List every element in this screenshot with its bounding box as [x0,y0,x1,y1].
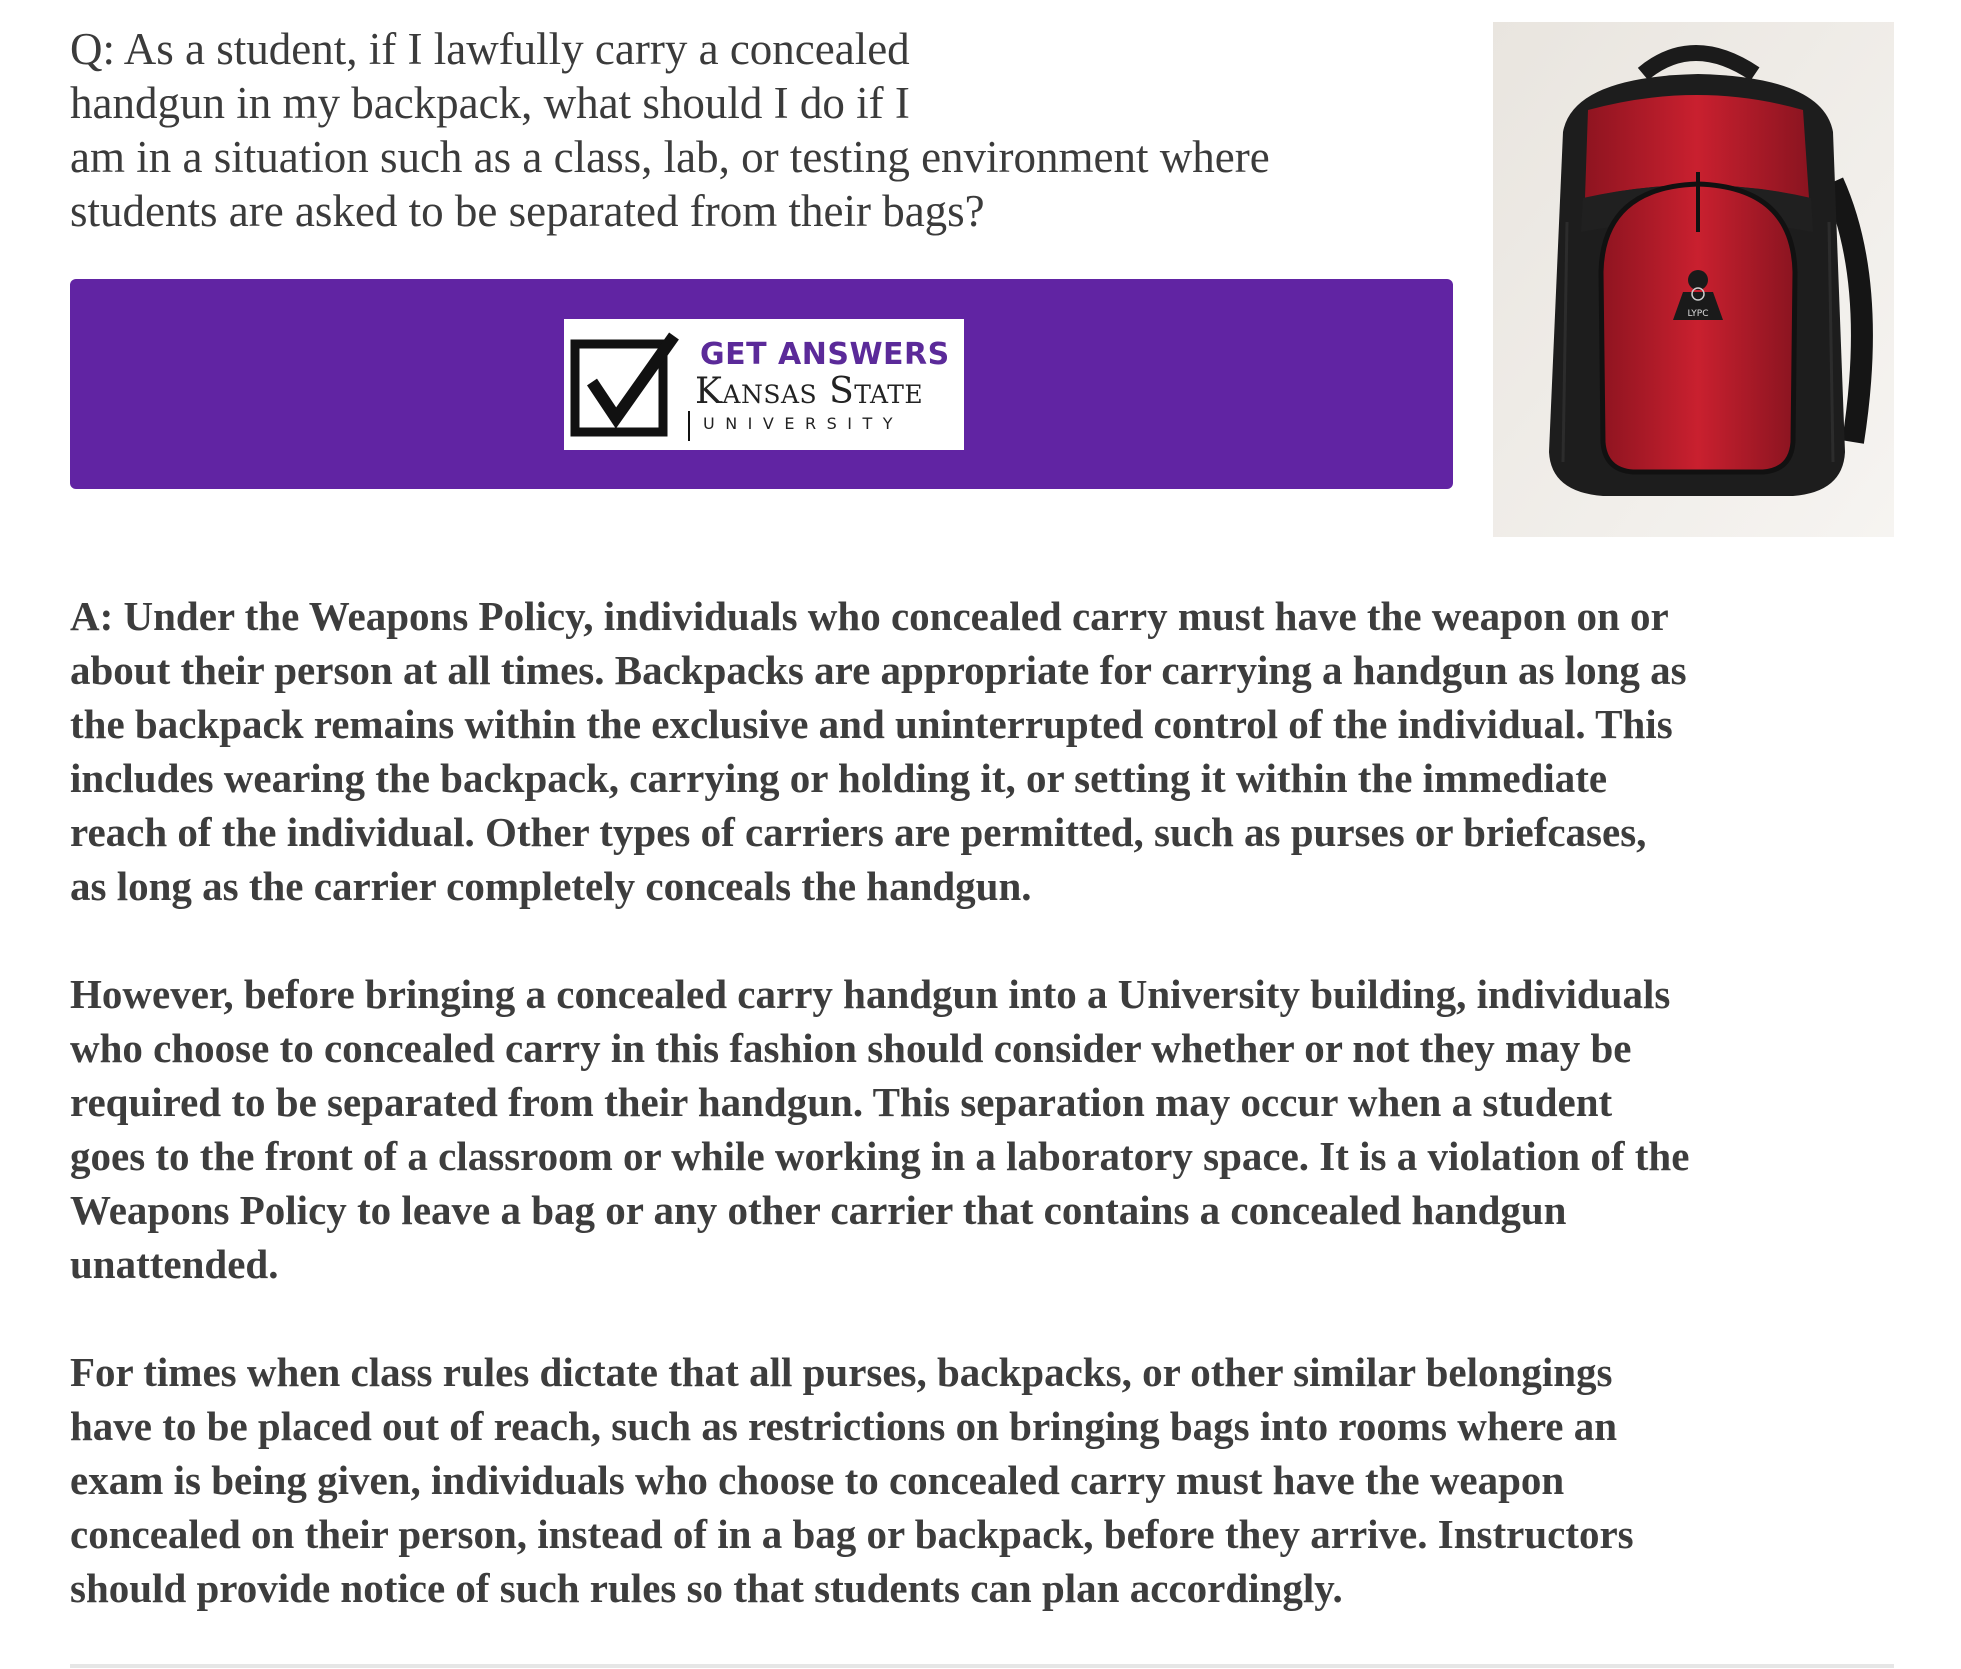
answer-line: who choose to concealed carry in this fashion should consider whether or not they may be [70,1025,1632,1071]
answer-line: However, before bringing a concealed carry handgun into a University building, individuals [70,971,1671,1017]
checkbox-check-icon [570,330,680,440]
question-line: students are asked to be separated from their bags? [70,186,985,236]
question-text [70,22,1430,238]
question-line: Q: As a student, if I lawfully carry a concealed [70,24,910,74]
logo-university-text: UNIVERSITY [703,414,903,433]
answer-paragraph [70,589,1900,913]
answer-line: exam is being given, individuals who choose to concealed carry must have the weapon [70,1457,1565,1503]
logo-kansas-state-text: Kansas State [695,371,924,412]
answer-paragraph [70,1345,1900,1615]
answer-line: unattended. [70,1241,279,1287]
question-line: am in a situation such as a class, lab, or testing environment where [70,132,1270,182]
answer-line: as long as the carrier completely conceals the handgun. [70,863,1032,909]
answer-text [70,589,1900,1669]
get-answers-logo [564,319,964,450]
backpack-photo [1493,22,1894,537]
answer-line: For times when class rules dictate that all purses, backpacks, or other similar belongings [70,1349,1613,1395]
logo-get-answers-text: GET ANSWERS [700,337,950,372]
answer-line: reach of the individual. Other types of carriers are permitted, such as purses or briefcases, [70,809,1647,855]
backpack-badge-text: LYPC [1687,309,1709,319]
question-line: handgun in my backpack, what should I do if I [70,78,910,128]
bottom-divider [70,1664,1894,1668]
answer-line: the backpack remains within the exclusive and uninterrupted control of the individual. This [70,701,1673,747]
get-answers-banner-link[interactable] [70,279,1453,489]
answer-line: includes wearing the backpack, carrying or holding it, or setting it within the immediate [70,755,1608,801]
answer-paragraph [70,967,1900,1291]
answer-line: A: Under the Weapons Policy, individuals who concealed carry must have the weapon on or [70,593,1669,639]
answer-line: about their person at all times. Backpacks are appropriate for carrying a handgun as long as [70,647,1687,693]
answer-line: concealed on their person, instead of in a bag or backpack, before they arrive. Instructors [70,1511,1634,1557]
answer-line: should provide notice of such rules so that students can plan accordingly. [70,1565,1343,1611]
answer-line: goes to the front of a classroom or while working in a laboratory space. It is a violation of the [70,1133,1690,1179]
answer-line: required to be separated from their handgun. This separation may occur when a student [70,1079,1613,1125]
logo-divider [688,411,690,441]
answer-line: Weapons Policy to leave a bag or any other carrier that contains a concealed handgun [70,1187,1567,1233]
answer-line: have to be placed out of reach, such as restrictions on bringing bags into rooms where an [70,1403,1618,1449]
